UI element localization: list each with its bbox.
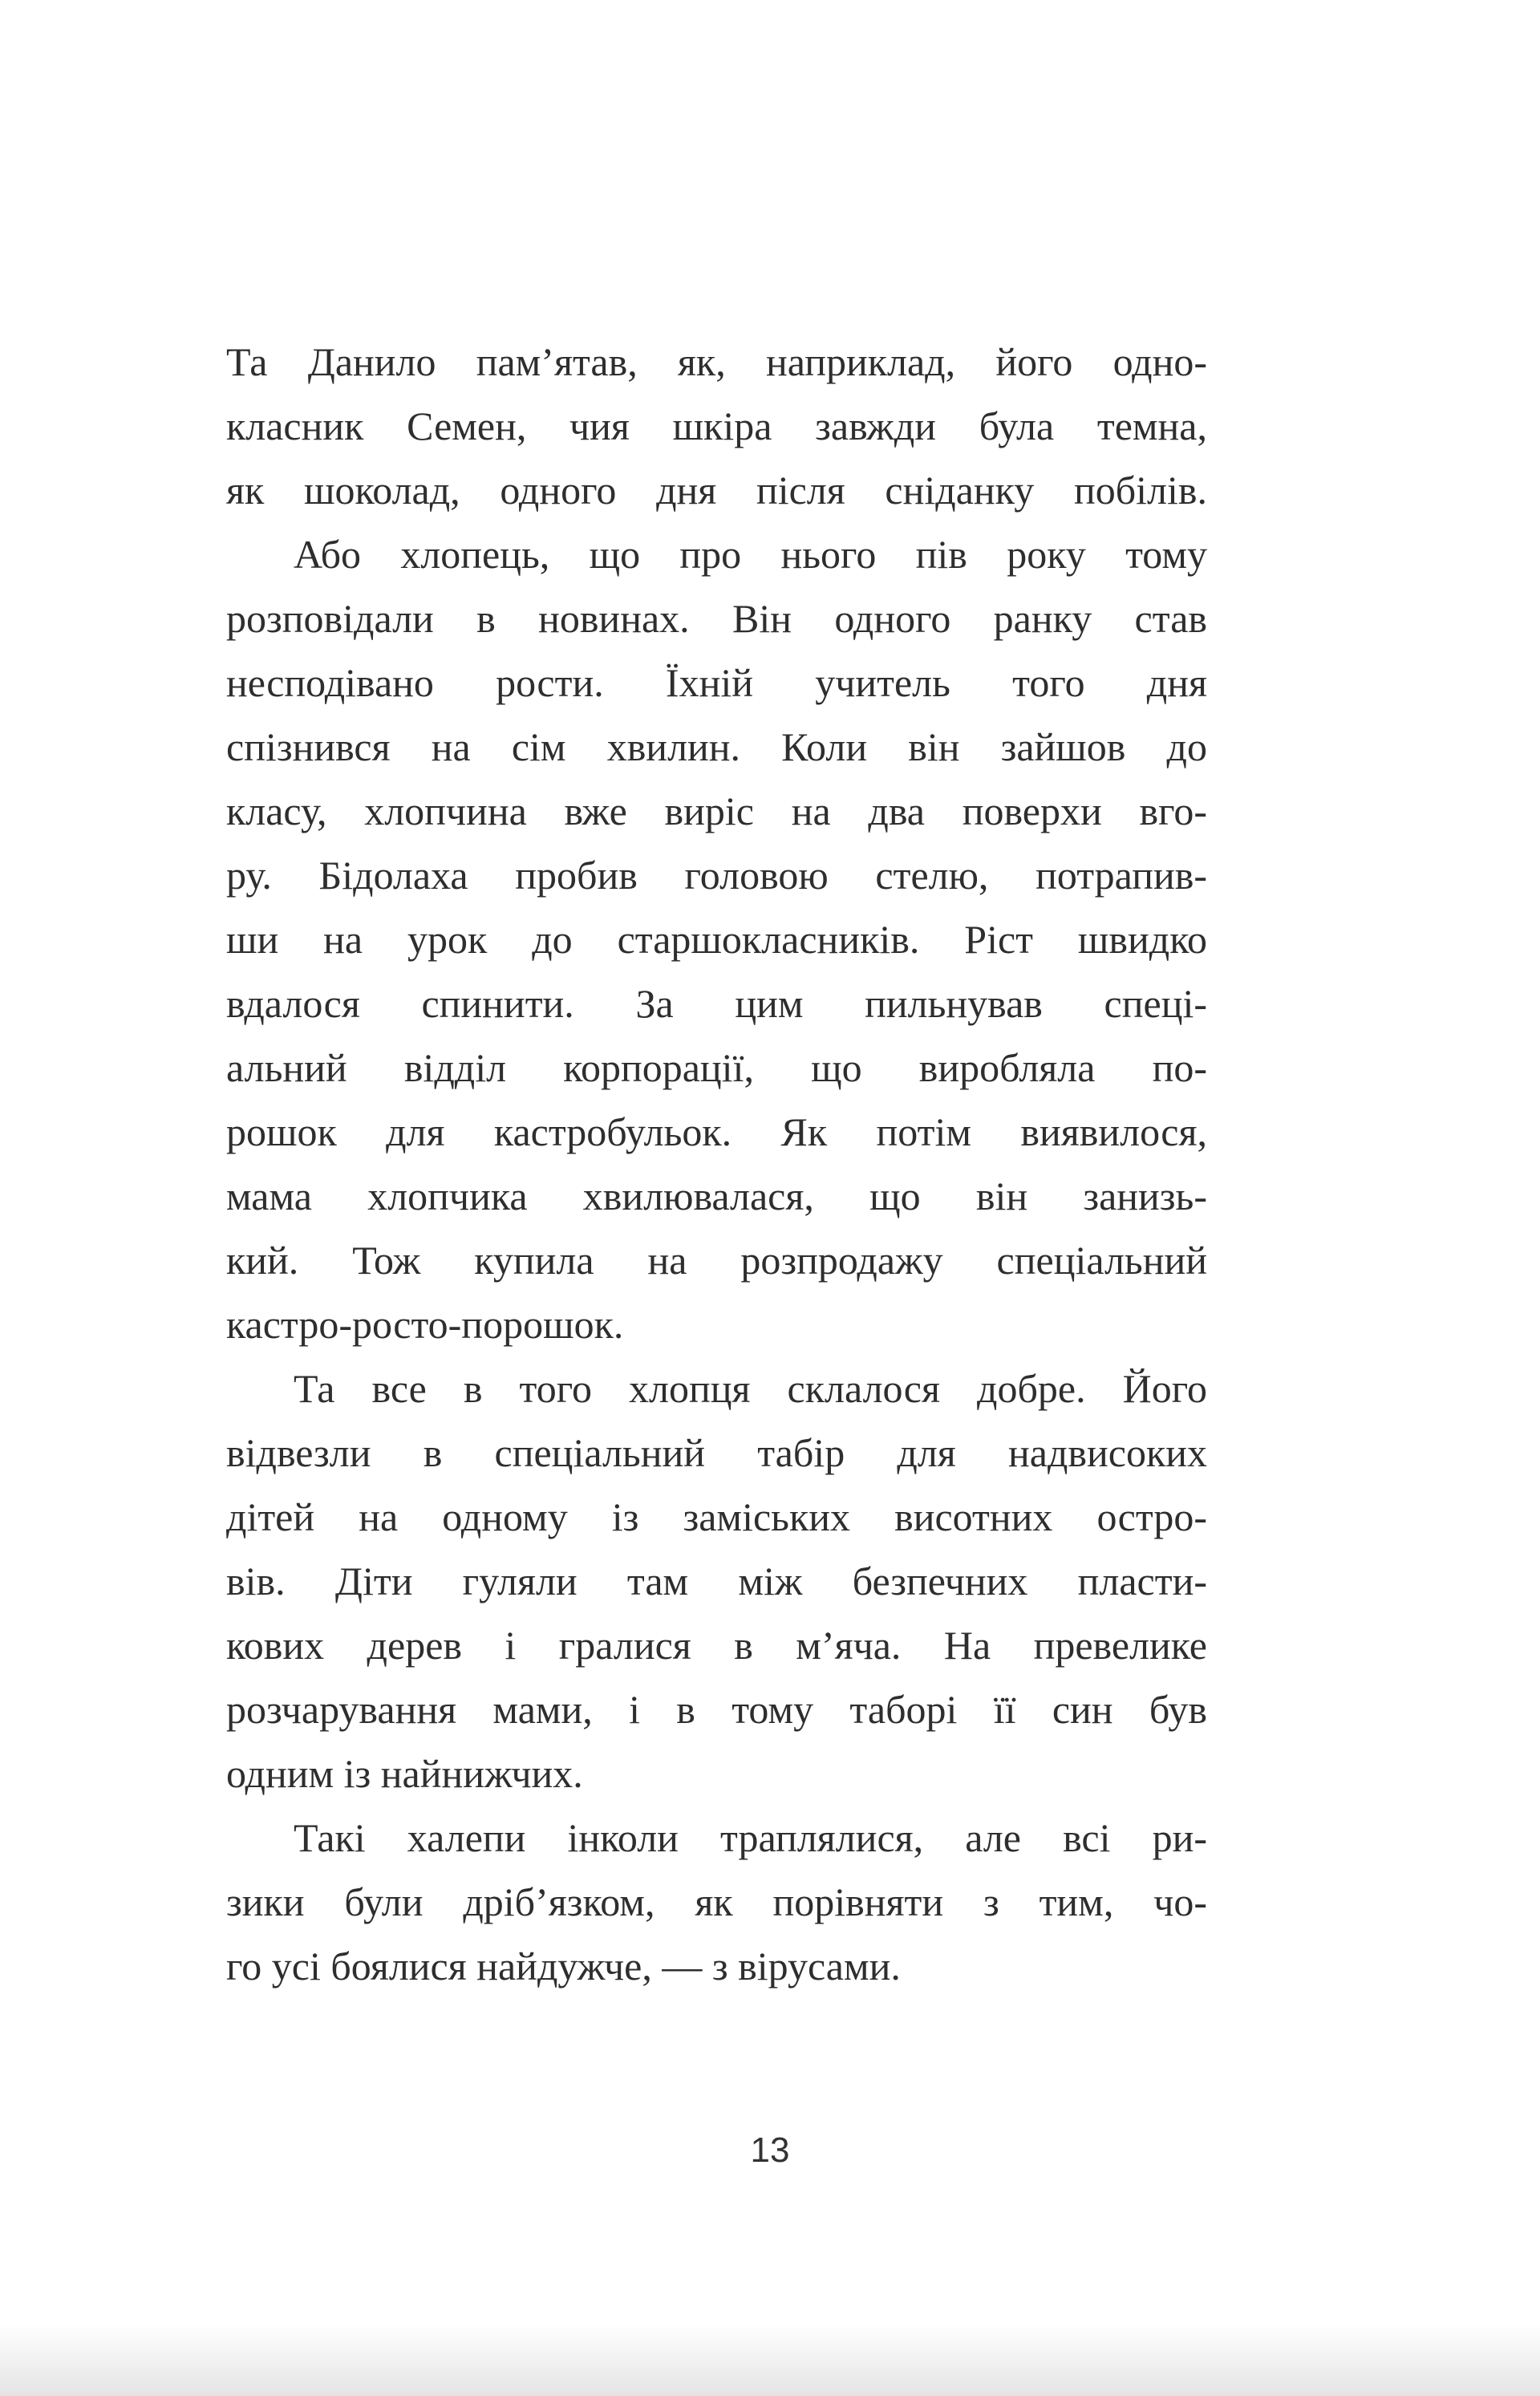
body-text [226, 330, 1207, 1998]
text-line: кових дерев і гралися в м’яча. На превелике [226, 1623, 1207, 1668]
text-line: кастро-росто-порошок. [226, 1302, 624, 1347]
text-line: як шоколад, одного дня після сніданку побілів. [226, 468, 1207, 513]
text-line: спізнився на сім хвилин. Коли він зайшов до [226, 724, 1207, 769]
text-line: класник Семен, чия шкіра завжди була темна, [226, 403, 1207, 448]
text-line: несподівано рости. Їхній учитель того дня [226, 660, 1207, 705]
text-line: розчарування мами, і в тому таборі її син був [226, 1687, 1207, 1732]
text-line: рошок для кастробульок. Як потім виявилося, [226, 1109, 1207, 1154]
text-line: вів. Діти гуляли там між безпечних пласти- [226, 1559, 1207, 1603]
text-line: класу, хлопчина вже виріс на два поверхи вго- [226, 789, 1207, 833]
text-line: зики були дріб’язком, як порівняти з тим, чо- [226, 1879, 1207, 1924]
text-line: Та Данило пам’ятав, як, наприклад, його одно- [226, 339, 1207, 384]
text-line: дітей на одному із заміських висотних остро- [226, 1494, 1207, 1539]
text-line: розповідали в новинах. Він одного ранку став [226, 596, 1207, 641]
text-line: го усі боялися найдужче, — з вірусами. [226, 1944, 901, 1989]
page-bottom-shadow [0, 2324, 1540, 2396]
text-line: кий. Тож купила на розпродажу спеціальний [226, 1238, 1207, 1283]
text-line: одним із найнижчих. [226, 1751, 583, 1796]
text-line: альний відділ корпорації, що виробляла по- [226, 1045, 1207, 1090]
page-number: 13 [750, 2130, 790, 2170]
text-line: ши на урок до старшокласників. Ріст швидко [226, 917, 1207, 962]
text-line: Та все в того хлопця склалося добре. Його [294, 1366, 1207, 1411]
text-line: вдалося спинити. За цим пильнував спеці- [226, 981, 1207, 1026]
text-line: відвезли в спеціальний табір для надвисоких [226, 1430, 1207, 1475]
text-line: Такі халепи інколи траплялися, але всі ри- [294, 1815, 1207, 1860]
text-line: Або хлопець, що про нього пів року тому [294, 532, 1207, 577]
text-line: ру. Бідолаха пробив головою стелю, потрапив- [226, 853, 1207, 898]
text-line: мама хлопчика хвилювалася, що він занизь- [226, 1174, 1207, 1218]
